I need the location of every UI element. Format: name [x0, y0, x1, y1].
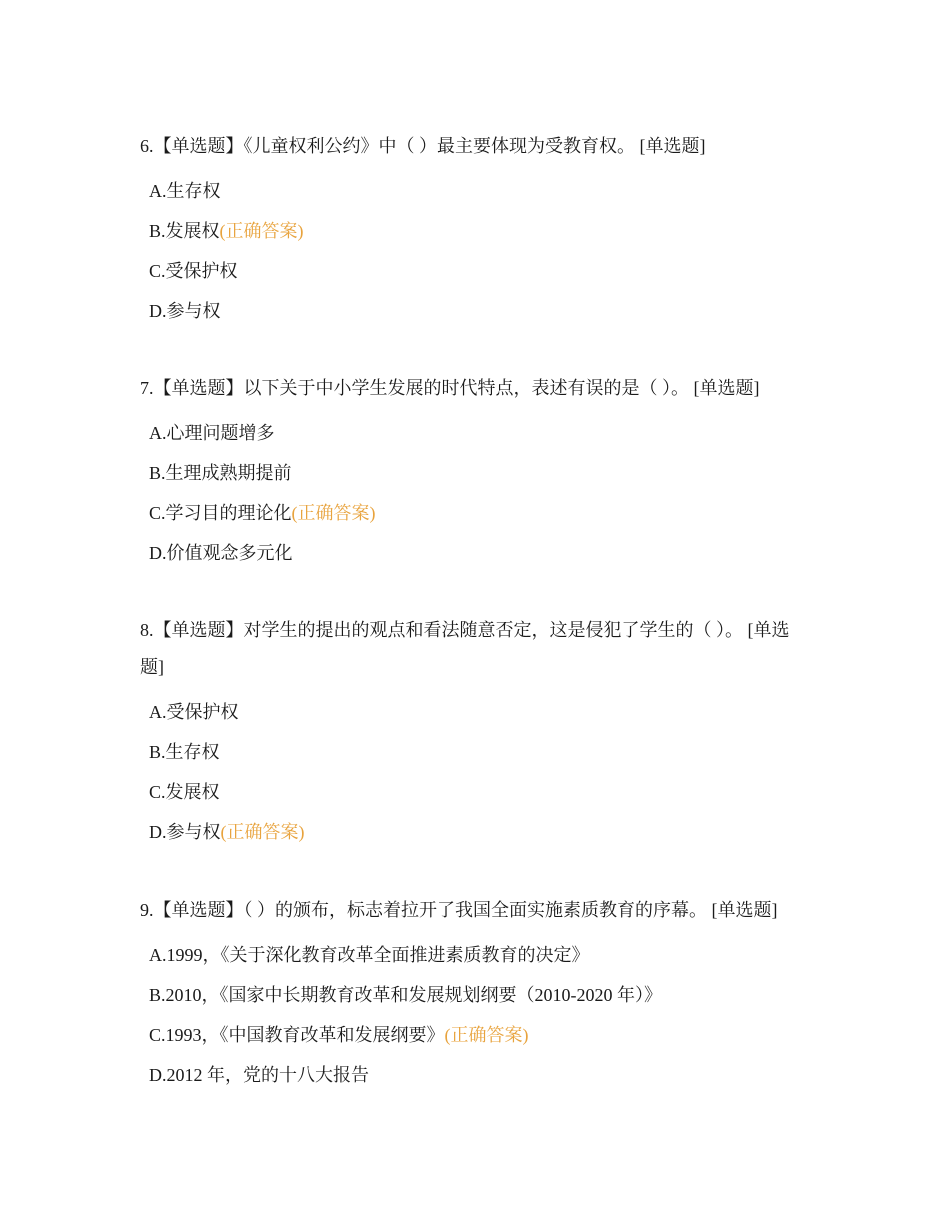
option-list — [140, 171, 810, 331]
option-text: A.生存权 — [149, 181, 221, 201]
question-title: 8.【单选题】对学生的提出的观点和看法随意否定，这是侵犯了学生的（ ）。 [单选题] — [140, 620, 790, 677]
option-text: D.价值观念多元化 — [149, 543, 293, 563]
option-text: B.生理成熟期提前 — [149, 463, 292, 483]
option-text: D.参与权 — [149, 822, 221, 842]
option-d — [149, 291, 810, 331]
question-title: 7.【单选题】以下关于中小学生发展的时代特点，表述有误的是（ ）。 [单选题] — [140, 378, 760, 398]
option-b — [149, 211, 810, 251]
option-d — [149, 533, 810, 573]
option-c — [149, 772, 810, 812]
question-title: 9.【单选题】（ ）的颁布，标志着拉开了我国全面实施素质教育的序幕。 [单选题] — [140, 900, 778, 920]
option-text: A.心理问题增多 — [149, 423, 275, 443]
option-text: D.2012 年，党的十八大报告 — [149, 1065, 369, 1085]
question-8 — [140, 612, 810, 852]
option-b — [149, 732, 810, 772]
option-text: B.生存权 — [149, 742, 220, 762]
option-text: B.发展权 — [149, 221, 220, 241]
option-b — [149, 453, 810, 493]
option-text: A.1999，《关于深化教育改革全面推进素质教育的决定》 — [149, 945, 590, 965]
option-a — [149, 413, 810, 453]
option-b — [149, 975, 810, 1015]
correct-answer-mark: (正确答案) — [444, 1025, 529, 1045]
option-a — [149, 692, 810, 732]
option-text: D.参与权 — [149, 301, 221, 321]
correct-answer-mark: (正确答案) — [219, 221, 304, 241]
correct-answer-mark: (正确答案) — [220, 822, 305, 842]
question-7 — [140, 370, 810, 573]
option-a — [149, 171, 810, 211]
option-c — [149, 251, 810, 291]
option-a — [149, 935, 810, 975]
correct-answer-mark: (正确答案) — [291, 503, 376, 523]
option-text: C.受保护权 — [149, 261, 238, 281]
option-text: A.受保护权 — [149, 702, 239, 722]
option-text: C.发展权 — [149, 782, 220, 802]
option-c — [149, 1015, 810, 1055]
option-text: C.学习目的理论化 — [149, 503, 292, 523]
option-text: B.2010，《国家中长期教育改革和发展规划纲要（2010-2020 年）》 — [149, 985, 662, 1005]
option-d — [149, 1055, 810, 1095]
option-list — [140, 413, 810, 573]
question-9 — [140, 892, 810, 1095]
question-6 — [140, 128, 810, 331]
option-c — [149, 493, 810, 533]
option-text: C.1993，《中国教育改革和发展纲要》 — [149, 1025, 445, 1045]
option-list — [140, 692, 810, 852]
question-title: 6.【单选题】《儿童权利公约》中（ ）最主要体现为受教育权。 [单选题] — [140, 136, 706, 156]
option-d — [149, 812, 810, 852]
option-list — [140, 935, 810, 1095]
